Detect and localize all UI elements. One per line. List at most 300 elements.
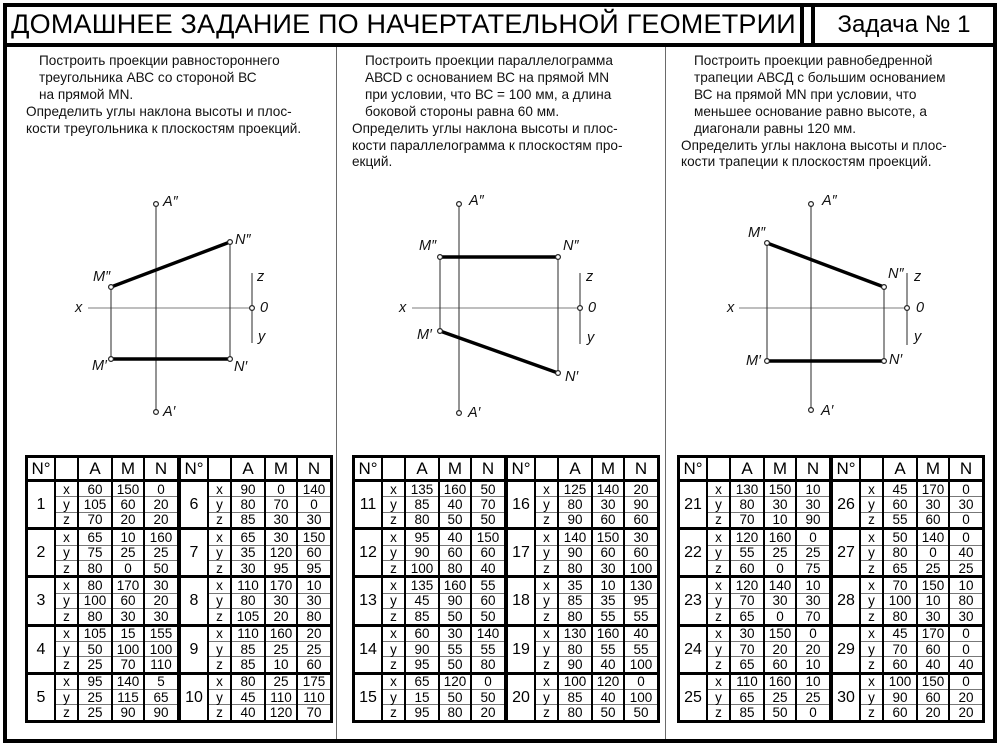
coordinate-value-N-x: 30 <box>624 529 659 545</box>
variant-number: 17 <box>507 529 536 577</box>
diagram-label-N: N′ <box>234 359 248 375</box>
coordinate-value-N-x: 0 <box>796 529 831 545</box>
coordinate-value-A-x: 50 <box>883 529 917 545</box>
coordinate-value-N-y: 0 <box>297 497 332 512</box>
coord-label-z: z <box>55 609 78 625</box>
diagram-line <box>767 243 884 287</box>
coordinate-value-N-x: 0 <box>796 625 831 641</box>
coordinate-value-N-x: 10 <box>796 577 831 593</box>
column-1-paragraph-2 <box>26 104 332 138</box>
table-row <box>354 625 506 641</box>
coordinate-value-M-z: 40 <box>917 657 949 673</box>
coordinate-value-A-z: 25 <box>78 705 112 721</box>
column-3-paragraph-2 <box>681 138 987 172</box>
coordinate-value-M-x: 150 <box>764 481 796 497</box>
header-coord-column <box>382 457 405 481</box>
coordinate-value-A-y: 35 <box>231 545 265 560</box>
header-point-A: A <box>231 457 265 481</box>
coord-label-z: z <box>535 560 558 576</box>
coordinate-value-N-y: 20 <box>796 641 831 656</box>
task-text-line: диагонали равны 120 мм. <box>694 120 856 136</box>
coordinate-value-A-y: 85 <box>405 497 439 512</box>
diagram-label-M: M′ <box>746 353 761 369</box>
coordinate-value-N-x: 10 <box>949 577 984 593</box>
coordinate-value-N-z: 20 <box>949 705 984 721</box>
coordinate-value-A-x: 120 <box>730 577 764 593</box>
coordinate-value-M-y: 40 <box>592 690 624 705</box>
header-point-N: N <box>624 457 659 481</box>
point-marker <box>438 255 443 260</box>
header-point-M: M <box>917 457 949 481</box>
table-header-row <box>180 457 332 481</box>
column-divider-1 <box>336 47 337 739</box>
coord-label-z: z <box>382 657 405 673</box>
variant-number: 8 <box>180 577 209 625</box>
table-row <box>354 529 506 545</box>
coordinate-value-N-z: 25 <box>949 560 984 576</box>
coordinate-value-N-z: 20 <box>471 705 506 721</box>
coordinate-value-N-y: 30 <box>949 497 984 512</box>
coordinate-value-A-z: 95 <box>405 705 439 721</box>
coordinate-value-A-x: 140 <box>558 529 592 545</box>
projection-diagram-3 <box>715 186 960 432</box>
variant-number: 4 <box>27 625 56 673</box>
coordinate-value-A-y: 90 <box>405 545 439 560</box>
coordinate-value-M-x: 150 <box>917 673 949 689</box>
coord-label-x: x <box>860 673 883 689</box>
diagram-label-N: N″ <box>563 238 579 254</box>
coordinate-value-A-x: 60 <box>78 481 112 497</box>
coord-label-x: x <box>55 481 78 497</box>
coordinate-value-A-z: 80 <box>78 560 112 576</box>
coordinate-value-M-y: 90 <box>439 593 471 608</box>
coordinate-value-A-x: 135 <box>405 577 439 593</box>
diagram-label-A: A′ <box>163 404 176 420</box>
coord-label-y: y <box>707 545 730 560</box>
table-row <box>180 481 332 497</box>
coordinate-value-M-x: 160 <box>265 625 297 641</box>
projection-diagram-3 <box>715 186 960 432</box>
coord-label-y: y <box>707 497 730 512</box>
coordinate-value-N-x: 20 <box>297 625 332 641</box>
coordinate-value-M-x: 150 <box>764 625 796 641</box>
coordinate-value-M-x: 150 <box>917 577 949 593</box>
task-text-line: ВС на прямой MN при условии, что <box>694 86 917 102</box>
coordinate-value-N-y: 30 <box>796 497 831 512</box>
header-point-N: N <box>144 457 179 481</box>
coordinate-value-M-z: 30 <box>265 512 297 528</box>
task-text-line: Построить проекции равностороннего <box>39 53 280 68</box>
coordinate-value-A-y: 45 <box>231 690 265 705</box>
coord-label-x: x <box>382 529 405 545</box>
task-text-3 <box>681 53 987 171</box>
coordinate-value-N-x: 0 <box>949 625 984 641</box>
coordinate-value-A-x: 110 <box>231 577 265 593</box>
coordinate-value-M-x: 140 <box>592 481 624 497</box>
coord-label-y: y <box>535 593 558 608</box>
coord-label-z: z <box>535 705 558 721</box>
variant-table-1-5 <box>25 455 180 723</box>
variant-number: 21 <box>679 481 708 529</box>
coord-label-y: y <box>208 497 231 512</box>
point-marker <box>457 411 462 416</box>
header-point-M: M <box>265 457 297 481</box>
task-text-line: Построить проекции равнобедренной <box>694 53 933 68</box>
coord-label-y: y <box>860 593 883 608</box>
variant-number: 29 <box>832 625 861 673</box>
coordinate-value-N-y: 30 <box>796 593 831 608</box>
coordinate-value-N-y: 100 <box>144 641 179 656</box>
coordinate-value-N-y: 20 <box>144 593 179 608</box>
coordinate-value-A-y: 70 <box>730 641 764 656</box>
task-text-line: на прямой MN. <box>39 86 134 102</box>
coordinate-value-A-z: 85 <box>231 512 265 528</box>
coordinate-value-N-x: 10 <box>796 673 831 689</box>
header-point-N: N <box>796 457 831 481</box>
task-text-line: кости треугольника к плоскостям проекций. <box>26 120 302 136</box>
coordinate-value-N-x: 30 <box>144 577 179 593</box>
coord-label-y: y <box>208 641 231 656</box>
coordinate-value-A-y: 90 <box>558 545 592 560</box>
coordinate-value-N-y: 20 <box>144 497 179 512</box>
coordinate-value-N-y: 60 <box>297 545 332 560</box>
coord-label-x: x <box>208 625 231 641</box>
coordinate-value-A-z: 80 <box>558 705 592 721</box>
coordinate-value-N-z: 50 <box>471 609 506 625</box>
diagram-label-A: A″ <box>822 193 837 209</box>
coordinate-value-A-z: 105 <box>231 609 265 625</box>
diagram-label-M: M″ <box>419 238 437 254</box>
column-3-paragraph-1 <box>694 53 987 138</box>
coordinate-value-N-y: 90 <box>624 497 659 512</box>
coordinate-value-A-y: 45 <box>405 593 439 608</box>
table-row <box>354 481 506 497</box>
coordinate-value-A-z: 80 <box>883 609 917 625</box>
coordinate-value-N-z: 90 <box>796 512 831 528</box>
table-row <box>180 625 332 641</box>
header-variant-number: N° <box>679 457 708 481</box>
coordinate-value-N-z: 0 <box>796 705 831 721</box>
coordinate-value-M-y: 30 <box>265 593 297 608</box>
coordinate-value-N-y: 25 <box>144 545 179 560</box>
variant-number: 16 <box>507 481 536 529</box>
table-row <box>679 577 831 593</box>
point-marker <box>765 359 770 364</box>
projection-diagram-1 <box>58 186 293 432</box>
coord-label-x: x <box>707 577 730 593</box>
coord-label-x: x <box>382 481 405 497</box>
variant-table <box>677 455 832 723</box>
coordinate-value-A-y: 75 <box>78 545 112 560</box>
table-row <box>679 625 831 641</box>
coord-label-y: y <box>535 545 558 560</box>
point-marker <box>765 241 770 246</box>
task-number: Задача № 1 <box>811 7 993 43</box>
coord-label-z: z <box>382 705 405 721</box>
coord-label-y: y <box>860 690 883 705</box>
coordinate-value-M-z: 50 <box>592 705 624 721</box>
variant-number: 27 <box>832 529 861 577</box>
coordinate-value-M-y: 60 <box>917 690 949 705</box>
variant-number: 2 <box>27 529 56 577</box>
table-row <box>27 625 179 641</box>
coord-label-z: z <box>860 609 883 625</box>
coordinate-value-M-y: 60 <box>112 593 144 608</box>
table-row <box>832 625 984 641</box>
coordinate-value-A-z: 95 <box>405 657 439 673</box>
coord-label-y: y <box>382 593 405 608</box>
header-point-A: A <box>78 457 112 481</box>
coordinate-value-M-x: 15 <box>112 625 144 641</box>
coordinate-value-M-z: 30 <box>112 609 144 625</box>
coordinate-value-M-x: 140 <box>112 673 144 689</box>
diagram-label-y: y <box>587 330 595 346</box>
coordinate-value-M-x: 140 <box>764 577 796 593</box>
coordinate-value-M-z: 30 <box>917 609 949 625</box>
variant-number: 3 <box>27 577 56 625</box>
coord-label-x: x <box>55 625 78 641</box>
diagram-label-0: 0 <box>916 300 925 316</box>
table-row <box>180 529 332 545</box>
coordinate-value-N-y: 110 <box>297 690 332 705</box>
coordinate-value-M-x: 160 <box>764 529 796 545</box>
header-coord-column <box>55 457 78 481</box>
coordinate-value-A-z: 60 <box>730 560 764 576</box>
coordinate-value-A-z: 65 <box>730 657 764 673</box>
diagram-label-0: 0 <box>260 300 269 316</box>
coordinate-value-N-z: 100 <box>624 657 659 673</box>
coordinate-value-M-z: 50 <box>764 705 796 721</box>
variant-number: 20 <box>507 673 536 721</box>
coord-label-z: z <box>535 512 558 528</box>
coord-label-y: y <box>208 545 231 560</box>
coordinate-value-N-z: 70 <box>297 705 332 721</box>
coordinate-value-N-y: 100 <box>624 690 659 705</box>
table-row <box>832 577 984 593</box>
coordinate-value-N-z: 55 <box>624 609 659 625</box>
table-row <box>354 673 506 689</box>
table-row <box>679 529 831 545</box>
coordinate-value-A-x: 80 <box>231 673 265 689</box>
header-point-M: M <box>439 457 471 481</box>
coord-label-x: x <box>208 577 231 593</box>
point-marker <box>578 306 583 311</box>
coordinate-value-M-y: 60 <box>917 641 949 656</box>
coordinate-value-M-y: 0 <box>917 545 949 560</box>
coordinate-value-M-y: 70 <box>265 497 297 512</box>
projection-diagram-1 <box>58 186 293 432</box>
coordinate-value-N-x: 20 <box>624 481 659 497</box>
coord-label-x: x <box>860 577 883 593</box>
diagram-label-A: A″ <box>163 194 178 210</box>
coordinate-value-N-y: 30 <box>297 593 332 608</box>
variant-table <box>352 455 507 723</box>
coord-label-z: z <box>208 657 231 673</box>
coordinate-value-M-z: 60 <box>917 512 949 528</box>
coordinate-value-M-z: 10 <box>764 512 796 528</box>
coordinate-value-N-y: 20 <box>949 690 984 705</box>
projection-diagram-2 <box>390 186 620 432</box>
task-text-line: кости трапеции к плоскостям проекций. <box>681 154 932 170</box>
coordinate-value-A-x: 120 <box>730 529 764 545</box>
coordinate-value-M-x: 10 <box>112 529 144 545</box>
variant-table-6-10 <box>178 455 333 723</box>
task-text-line: Определить углы наклона высоты и плос- <box>681 137 947 153</box>
variant-table <box>830 455 985 723</box>
header-variant-number: N° <box>507 457 536 481</box>
table-row <box>180 673 332 689</box>
point-marker <box>109 285 114 290</box>
coordinate-value-A-x: 80 <box>78 577 112 593</box>
coordinate-value-N-z: 50 <box>624 705 659 721</box>
table-header-row <box>507 457 659 481</box>
coord-label-z: z <box>382 512 405 528</box>
coordinate-value-A-x: 110 <box>730 673 764 689</box>
coord-label-y: y <box>55 690 78 705</box>
coordinate-value-A-z: 90 <box>558 512 592 528</box>
coord-label-z: z <box>382 560 405 576</box>
task-text-line: кости параллелограмма к плоскостям про- <box>352 137 623 153</box>
coordinate-value-A-x: 105 <box>78 625 112 641</box>
diagram-label-N: N″ <box>888 266 904 282</box>
variant-number: 25 <box>679 673 708 721</box>
coord-label-z: z <box>707 560 730 576</box>
variant-number: 9 <box>180 625 209 673</box>
variant-table-21-25 <box>677 455 832 723</box>
coordinate-value-M-z: 30 <box>592 560 624 576</box>
table-row <box>832 481 984 497</box>
header-point-N: N <box>949 457 984 481</box>
coordinate-value-M-y: 25 <box>764 545 796 560</box>
coordinate-value-A-x: 95 <box>405 529 439 545</box>
coordinate-value-N-z: 30 <box>297 512 332 528</box>
coordinate-value-N-x: 55 <box>471 577 506 593</box>
table-row <box>832 673 984 689</box>
point-marker <box>457 202 462 207</box>
diagram-line <box>111 242 230 287</box>
coord-label-z: z <box>860 512 883 528</box>
coordinate-value-M-y: 60 <box>112 497 144 512</box>
coordinate-value-A-y: 55 <box>730 545 764 560</box>
coordinate-value-N-z: 40 <box>471 560 506 576</box>
coordinate-value-M-z: 90 <box>112 705 144 721</box>
coordinate-value-M-x: 160 <box>592 625 624 641</box>
point-marker <box>556 371 561 376</box>
coord-label-x: x <box>55 673 78 689</box>
coordinate-value-N-x: 40 <box>624 625 659 641</box>
table-row <box>180 577 332 593</box>
coord-label-y: y <box>208 593 231 608</box>
coordinate-value-A-y: 80 <box>231 593 265 608</box>
coordinate-value-A-x: 35 <box>558 577 592 593</box>
coord-label-y: y <box>55 641 78 656</box>
coordinate-value-M-x: 0 <box>265 481 297 497</box>
task-text-line: при условии, что ВС = 100 мм, а длина <box>365 86 612 102</box>
header-point-A: A <box>405 457 439 481</box>
coordinate-value-A-z: 55 <box>883 512 917 528</box>
coordinate-value-N-x: 5 <box>144 673 179 689</box>
header-point-A: A <box>730 457 764 481</box>
coord-label-z: z <box>707 705 730 721</box>
coordinate-value-M-z: 20 <box>265 609 297 625</box>
task-text-line: меньшее основание равно высоте, а <box>694 103 927 119</box>
task-text-line: Определить углы наклона высоты и плос- <box>352 120 618 136</box>
coordinate-value-A-y: 80 <box>883 545 917 560</box>
coordinate-value-N-z: 40 <box>949 657 984 673</box>
variant-table <box>178 455 333 723</box>
coord-label-y: y <box>55 497 78 512</box>
coordinate-value-A-z: 30 <box>231 560 265 576</box>
coordinate-value-N-x: 0 <box>144 481 179 497</box>
diagram-label-M: M′ <box>92 358 107 374</box>
coordinate-value-M-y: 100 <box>112 641 144 656</box>
coordinate-value-A-z: 80 <box>558 609 592 625</box>
variant-number: 10 <box>180 673 209 721</box>
diagram-label-y: y <box>258 329 266 345</box>
coordinate-value-A-z: 65 <box>883 560 917 576</box>
variant-number: 30 <box>832 673 861 721</box>
coordinate-value-A-x: 125 <box>558 481 592 497</box>
coordinate-value-A-y: 80 <box>231 497 265 512</box>
coordinate-value-M-z: 60 <box>592 512 624 528</box>
diagram-label-N: N′ <box>889 352 903 368</box>
coordinate-value-N-x: 155 <box>144 625 179 641</box>
coord-label-z: z <box>535 609 558 625</box>
coordinate-value-A-x: 65 <box>405 673 439 689</box>
variant-number: 7 <box>180 529 209 577</box>
coordinate-value-A-y: 50 <box>78 641 112 656</box>
table-row <box>832 529 984 545</box>
coordinate-value-N-x: 0 <box>471 673 506 689</box>
coordinate-value-A-x: 100 <box>883 673 917 689</box>
coord-label-z: z <box>208 705 231 721</box>
coordinate-value-M-z: 80 <box>439 705 471 721</box>
coordinate-value-N-z: 75 <box>796 560 831 576</box>
coordinate-value-N-y: 55 <box>471 641 506 656</box>
point-marker <box>109 357 114 362</box>
coordinate-value-M-y: 40 <box>439 497 471 512</box>
diagram-label-A: A′ <box>468 405 481 421</box>
coordinate-value-M-z: 25 <box>917 560 949 576</box>
variant-table <box>25 455 180 723</box>
point-marker <box>228 357 233 362</box>
coordinate-value-N-z: 60 <box>297 657 332 673</box>
coord-label-z: z <box>707 609 730 625</box>
coordinate-value-M-y: 25 <box>265 641 297 656</box>
coordinate-value-N-z: 10 <box>796 657 831 673</box>
coord-label-y: y <box>860 545 883 560</box>
task-text-line: Построить проекции параллелограмма <box>365 53 613 68</box>
point-marker <box>882 285 887 290</box>
coord-label-z: z <box>208 609 231 625</box>
coordinate-value-N-y: 60 <box>471 593 506 608</box>
coord-label-x: x <box>860 625 883 641</box>
coordinate-value-M-z: 0 <box>764 609 796 625</box>
variant-number: 13 <box>354 577 383 625</box>
coordinate-value-A-z: 25 <box>78 657 112 673</box>
variant-number: 1 <box>27 481 56 529</box>
header-point-A: A <box>558 457 592 481</box>
table-row <box>507 577 659 593</box>
coordinate-value-M-x: 160 <box>439 481 471 497</box>
coordinate-value-M-y: 50 <box>439 690 471 705</box>
coordinate-value-N-z: 100 <box>624 560 659 576</box>
coordinate-value-M-z: 70 <box>112 657 144 673</box>
column-divider-2 <box>665 47 666 739</box>
coord-label-z: z <box>860 657 883 673</box>
coord-label-y: y <box>382 497 405 512</box>
variant-table-26-30 <box>830 455 985 723</box>
